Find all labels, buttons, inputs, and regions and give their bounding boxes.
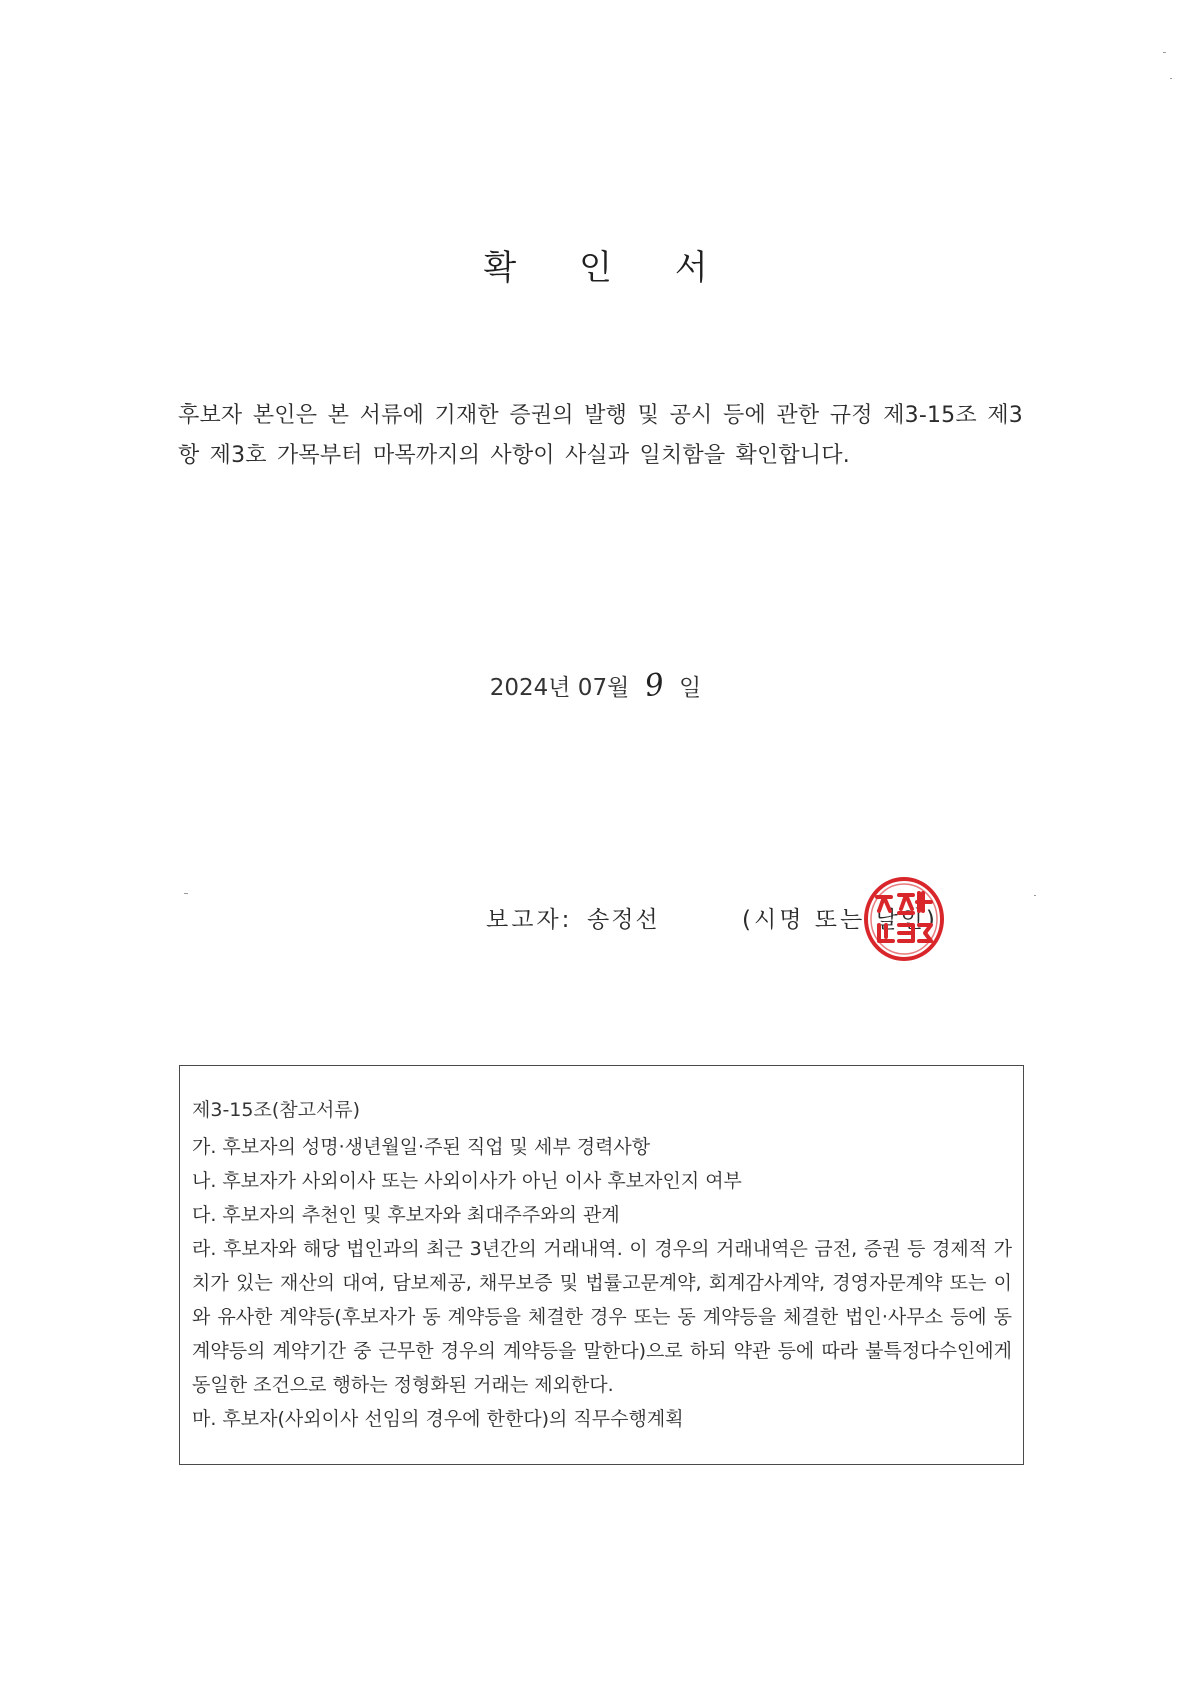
reference-item: 라. 후보자와 해당 법인과의 최근 3년간의 거래내역. 이 경우의 거래내역은 금전, 증권 등 경제적 가치가 있는 재산의 대여, 담보제공, 채무보증 및 법률고문계약, 회계감사계약, 경영자문계약 또는 이와 유사한 계약등(후보자가 동 계약등을 체결한 경우 또는 동 계약등을 체결한 법인·사무소 등에 동 계약등의 계약기간 중 근무한 경우의 계약등을 말한다)으로 하되 약관 등에 따라 불특정다수인에게 동일한 조건으로 행하는 정형화된 거래는 제외한다.: [192, 1238, 1012, 1396]
reference-item: 다. 후보자의 추천인 및 후보자와 최대주주와의 관계: [192, 1204, 620, 1226]
date-day-suffix: 일: [679, 675, 702, 701]
document-date: [0, 666, 1191, 705]
personal-seal-stamp: [861, 875, 947, 963]
scan-speck: [1163, 52, 1166, 53]
reference-list: [192, 1130, 1012, 1436]
reference-documents-box: [179, 1065, 1024, 1465]
confirmation-statement: 후보자 본인은 본 서류에 기재한 증권의 발행 및 공시 등에 관한 규정 제3-15조 제3항 제3호 가목부터 마목까지의 사항이 사실과 일치함을 확인합니다.: [178, 403, 1023, 468]
signature-note: (시명 또는 날인): [742, 907, 938, 933]
scan-speck: [1170, 78, 1172, 79]
date-year-month: 2024년 07월: [489, 675, 630, 701]
scan-speck: [184, 893, 188, 894]
scan-speck: [1034, 895, 1036, 896]
reporter-name: 송정선: [587, 907, 660, 933]
document-title: 확 인 서: [483, 248, 734, 288]
reference-item: 마. 후보자(사외이사 선임의 경우에 한한다)의 직무수행계획: [192, 1408, 684, 1430]
reference-item: 나. 후보자가 사외이사 또는 사외이사가 아닌 이사 후보자인지 여부: [192, 1170, 742, 1192]
reference-item: 가. 후보자의 성명·생년월일·주된 직업 및 세부 경력사항: [192, 1136, 651, 1158]
reference-title: 제3-15조(참고서류): [192, 1099, 361, 1121]
date-day-handwritten: 9: [642, 666, 666, 705]
reporter-label: 보고자:: [486, 907, 573, 933]
